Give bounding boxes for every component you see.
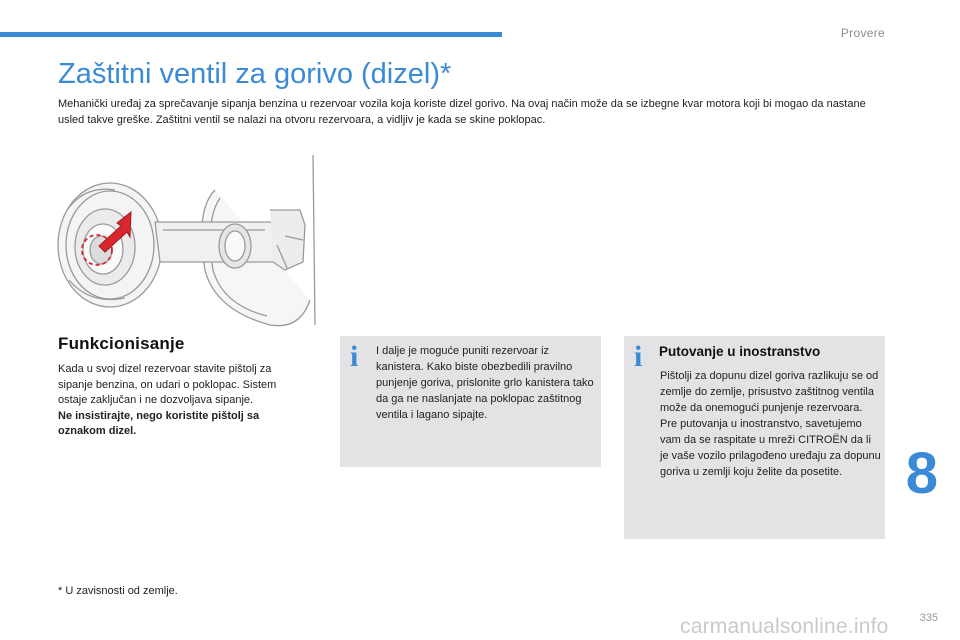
page-title: Zaštitni ventil za gorivo (dizel)*	[58, 58, 452, 90]
section-heading-funkcionisanje: Funkcionisanje	[58, 334, 185, 353]
funkcionisanje-body: Kada u svoj dizel rezervoar stavite pištolj za sipanje benzina, on udari o poklopac. Sistem ostaje zaključan i ne dozvoljava sipanje.	[58, 363, 277, 407]
intro-paragraph: Mehanički uređaj za sprečavanje sipanja benzina u rezervoar vozila koja koriste dizel gorivo. Na ovaj način može da se izbegne kvar motora koji bi mogao da nastane usled takve greške. Zaštitni ventil se nalazi na otvoru rezervoara, a vidljiv je kada se skine poklopac.	[58, 98, 866, 126]
info-box-canister	[340, 336, 601, 467]
info-box-travel-abroad	[624, 336, 885, 539]
section-label: Provere	[840, 26, 885, 40]
chapter-number: 8	[905, 441, 938, 506]
info-box-canister-text: I dalje je moguće puniti rezervoar iz kanistera. Kako biste obezbedili pravilno punjenje goriva, prislonite grlo kanistera tako da ga ne naslanjate na poklopac zaštitnog ventila i lagano sipajte.	[376, 345, 594, 421]
footnote: * U zavisnosti od zemlje.	[58, 585, 178, 597]
watermark: carmanualsonline.info	[680, 615, 889, 638]
info-box-travel-heading: Putovanje u inostranstvo	[659, 344, 821, 359]
page-number: 335	[919, 612, 938, 624]
info-icon: i	[350, 340, 359, 373]
funkcionisanje-warning: Ne insistirajte, nego koristite pištolj sa oznakom dizel.	[58, 409, 260, 438]
header-accent-bar	[0, 32, 502, 37]
funkcionisanje-text	[58, 362, 308, 440]
info-icon: i	[634, 340, 643, 373]
fuel-filler-illustration	[55, 150, 330, 335]
info-box-travel-text: Pištolji za dopunu dizel goriva razlikuju se od zemlje do zemlje, prisustvo zaštitnog ventila može da onemogući punjenje rezervoara. Pre putovanja u inostranstvo, savetujemo vam da se raspitate u mreži CITROËN da li je vaše vozilo prilagođeno uređaju za dopunu goriva u zemlji koju želite da posetite.	[660, 370, 881, 478]
